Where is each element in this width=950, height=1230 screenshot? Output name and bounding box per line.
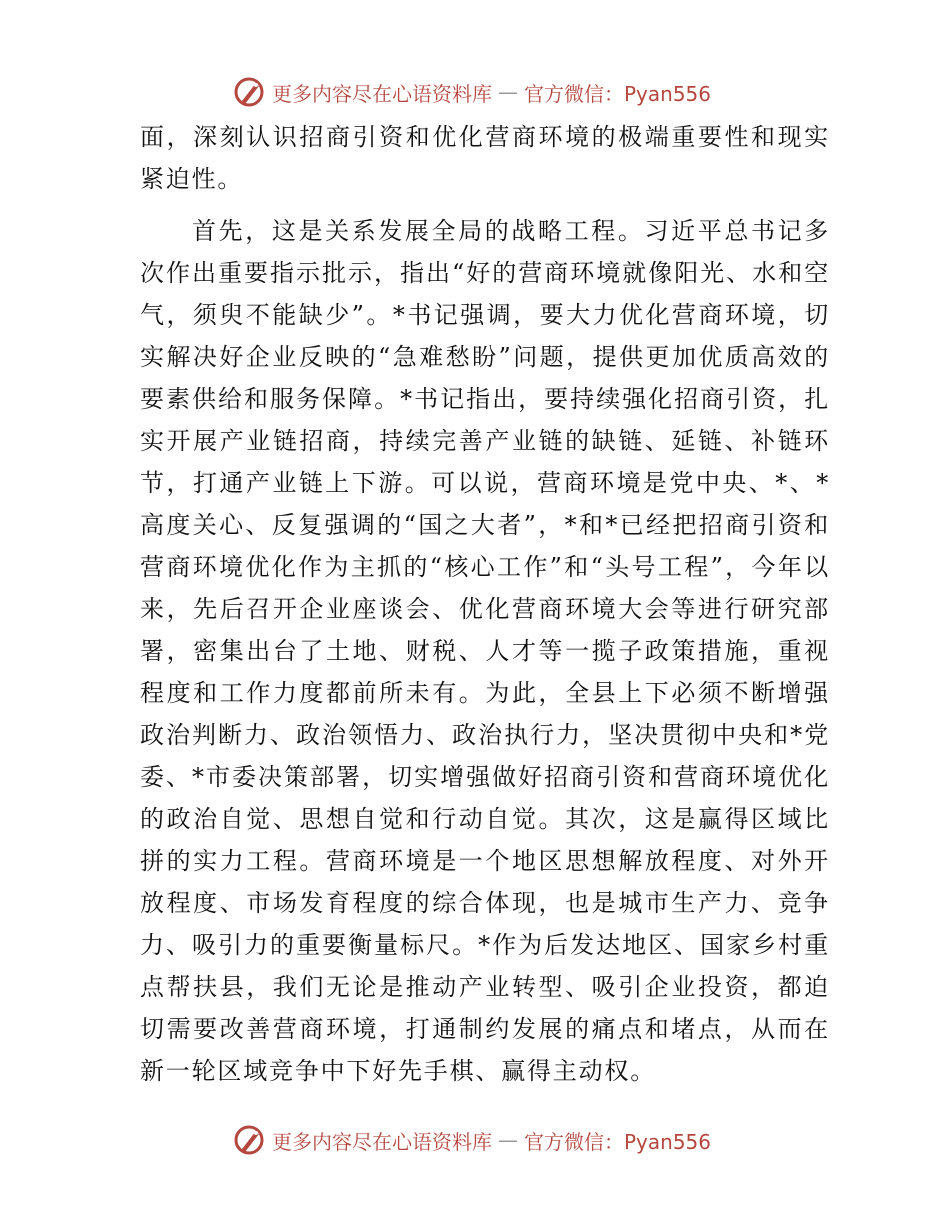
watermark-text: 更多内容尽在心语资料库 bbox=[272, 81, 492, 106]
pen-swirl-logo-icon bbox=[232, 75, 266, 109]
paragraph-main: 首先，这是关系发展全局的战略工程。习近平总书记多次作出重要指示批示，指出“好的营商环境就像阳光、水和空气，须臾不能缺少”。*书记强调，要大力优化营商环境，切实解决好企业反映的“急难愁盼”问题，提供更加优质高效的要素供给和服务保障。*书记指出，要持续强化招商引资，扎实开展产业链招商，持续完善产业链的缺链、延链、补链环节，打通产业链上下游。可以说，营商环境是党中央、*、*高度关心、反复强调的“国之大者”，*和*已经把招商引资和营商环境优化作为主抓的“核心工作”和“头号工程”，今年以来，先后召开企业座谈会、优化营商环境大会等进行研究部署，密集出台了土地、财税、人才等一揽子政策措施，重视程度和工作力度都前所未有。为此，全县上下必须不断增强政治判断力、政治领悟力、政治执行力，坚决贯彻中央和*党委、*市委决策部署，切实增强做好招商引资和营商环境优化的政治自觉、思想自觉和行动自觉。其次，这是赢得区域比拼的实力工程。营商环境是一个地区思想解放程度、对外开放程度、市场发育程度的综合体现，也是城市生产力、竞争力、吸引力的重要衡量标尺。*作为后发达地区、国家乡村重点帮扶县，我们无论是推动产业转型、吸引企业投资，都迫切需要改善营商环境，打通制约发展的痛点和堵点，从而在新一轮区域竞争中下好先手棋、赢得主动权。 bbox=[140, 217, 830, 1085]
watermark-contact: 官方微信：Pyan556 bbox=[524, 1129, 712, 1154]
paragraph-continuation: 面，深刻认识招商引资和优化营商环境的极端重要性和现实紧迫性。 bbox=[140, 123, 830, 193]
document-body bbox=[140, 116, 830, 1092]
footer-watermark bbox=[232, 1120, 752, 1160]
pen-swirl-logo-icon bbox=[232, 1123, 266, 1157]
watermark-text: 更多内容尽在心语资料库 bbox=[272, 1129, 492, 1154]
watermark-contact: 官方微信：Pyan556 bbox=[524, 81, 712, 106]
watermark-separator: — bbox=[498, 80, 518, 104]
watermark-separator: — bbox=[498, 1128, 518, 1152]
header-watermark bbox=[232, 72, 752, 112]
